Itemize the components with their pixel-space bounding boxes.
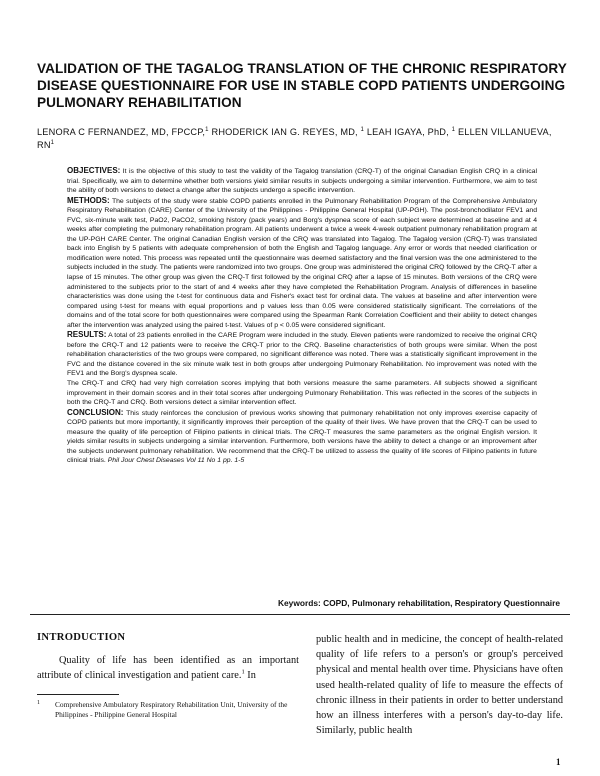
abstract-methods — [67, 196, 537, 331]
affiliation-marker: 1 — [360, 126, 365, 133]
methods-text: The subjects of the study were stable COPD patients enrolled in the Pulmonary Rehabilitation Program of the Comprehensive Ambulatory Respiratory Rehabilitation (CARE) Center of the University of the Philippines - Philippine General Hospital (UP-PGH). The post-bronchodilator FEV1 and FVC, six-minute walk test, PaO2, PaCO2, smoking history (pack years) and Borg's dyspnea score of each subject were determined at baseline and at 4 weeks after completing the pulmonary rehabilitation program. All patients underwent a twice a week 4-week outpatient pulmonary rehabilitation program at the UP-PGH CARE Center. The original Canadian English version of the CRQ was translated into Tagalog. The Tagalog version (CRQ-T) was translated back into English by 5 patients with adequate comprehension of both the English and Tagalog language. Any error or words that needed clarification or modification were noted. This process was repeated until the questionnaire was deemed satisfactory and the final version was the one administered to the subjects included in the study. The patients were randomized into two groups. One group was administered the original CRQ followed by the CRQ-T after a lapse of 15 minutes. The other group was given the CRQ-T first followed by the original CRQ after a lapse of 15 minutes. Both versions of the CRQ were administered to the subjects prior to the start of and 4 weeks after they have completed the Rehabilitation Program. Analysis of differences in baseline characteristics was done using the t-test for continuous data and Fisher's exact test for ordinal data. The values at baseline and after intervention were compared using t-test for means with equal proportions and p values less than 0.05 were considered statistically significant. The correlations of the domains and of the total score for both questionnaires were compared using the Spearman Rank Correlation Coefficient and their ability to detect changes after the intervention was analyzed using the paired t-test. Values of p < 0.05 were considered significant. — [67, 197, 537, 329]
author-name: LEAH IGAYA, PhD, — [366, 127, 449, 137]
conclusion-text: This study reinforces the conclusion of previous works showing that pulmonary rehabilitation not only improves exercise capacity of COPD patients but more importantly, it significantly improves their perception of the quality of their lives. We have proven that the CRQ-T can be used to measure the quality of life perception of Filipino patients in clinical trials. The CRQ-T measures the same parameters as the original English version. It yields similar results in subjects undergoing a similar intervention. Furthermore, both versions have the ability to detect a change or an improvement after the subjects underwent pulmonary rehabilitation. We recommend that the CRQ-T be utilized to assess the quality of life scores of Filipino patients in future clinical trials. — [67, 409, 537, 465]
results-text: A total of 23 patients enrolled in the CARE Program were included in the study. Eleven patients were randomized to receive the original CRQ before the CRQ-T and 12 patients were to receive the CRQ-T prior to the CRQ. Baseline characteristics of both groups were similar. When the post rehabilitation characteristics of the two groups were compared, no significant difference was noted. There was a statistically significant improvement in the FVC and the distance covered in the six minute walk test in both groups after undergoing Pulmonary Rehabilitation. No improvement was noted with the FEV1 and the Borg's dyspnea scale. — [67, 332, 537, 378]
author-name: ELLEN VILLANUEVA, RN — [37, 127, 552, 150]
keywords: Keywords: COPD, Pulmonary rehabilitation, Respiratory Questionnaire — [277, 598, 560, 608]
abstract-conclusion — [67, 408, 537, 466]
author-list — [37, 126, 567, 152]
page-number: 1 — [556, 757, 561, 767]
footnote-text: Comprehensive Ambulatory Respiratory Rehabilitation Unit, University of the Philippines - Philippine General Hospital — [55, 700, 288, 719]
introduction-text: Quality of life has been identified as an important attribute of clinical investigation and patient care. — [37, 655, 299, 682]
footnote-number: 1 — [37, 700, 40, 706]
author-name: RHODERICK IAN G. REYES, MD, — [211, 127, 358, 137]
objectives-label: OBJECTIVES: — [67, 166, 121, 175]
abstract-results — [67, 330, 537, 379]
abstract-objectives — [67, 166, 537, 196]
conclusion-label: CONCLUSION: — [67, 407, 124, 417]
results-label: RESULTS: — [67, 330, 107, 340]
methods-label: METHODS: — [67, 195, 110, 205]
section-divider — [30, 614, 570, 615]
left-column — [37, 632, 299, 683]
article-title: VALIDATION OF THE TAGALOG TRANSLATION OF THE CHRONIC RESPIRATORY DISEASE QUESTIONNAIRE FOR USE IN STABLE COPD PATIENTS UNDERGOING PULMONARY REHABILITATION — [37, 61, 567, 110]
right-column-text: public health and in medicine, the concept of health-related quality of life refers to a person's or group's perceived physical and mental health over time. Physicians have often used health-related quality of life to measure the effects of chronic illness in their patients in order to better understand how an illness interferes with a person's day-to-day life. Similarly, public health — [316, 634, 563, 737]
reference-marker: 1 — [241, 668, 245, 676]
introduction-paragraph — [37, 653, 299, 683]
affiliation-marker: 1 — [451, 126, 456, 133]
affiliation-marker: 1 — [50, 139, 55, 146]
section-heading-introduction: INTRODUCTION — [37, 632, 126, 643]
affiliation-marker: 1 — [205, 126, 209, 133]
objectives-text: It is the objective of this study to test the validity of the Tagalog translation (CRQ-T) of the original Canadian English CRQ in a clinical trial. Specifically, we aim to determine whether both versions yield similar results in subjects undergoing a similar intervention. Furthermore, we aim to test the ability of both versions to detect a change after the subjects undergo a specific intervention. — [67, 168, 537, 195]
author-name: LENORA C FERNANDEZ, MD, FPCCP, — [37, 127, 206, 137]
abstract-results-continued: The CRQ-T and CRQ had very high correlation scores implying that both versions measure the same parameters. All subjects showed a significant improvement in their domain scores and in their total scores after undergoing Pulmonary Rehabilitation. This was reflected in the scores of the subjects in both the CRQ-T and CRQ. Both versions detect a similar intervention effect. — [67, 380, 537, 407]
journal-citation: Phil Jour Chest Diseases Vol 11 No 1 pp. 1-5 — [107, 457, 245, 465]
footnote-divider — [37, 694, 119, 695]
introduction-text-tail: In — [244, 670, 256, 682]
abstract — [67, 166, 537, 590]
footnote — [37, 700, 299, 720]
